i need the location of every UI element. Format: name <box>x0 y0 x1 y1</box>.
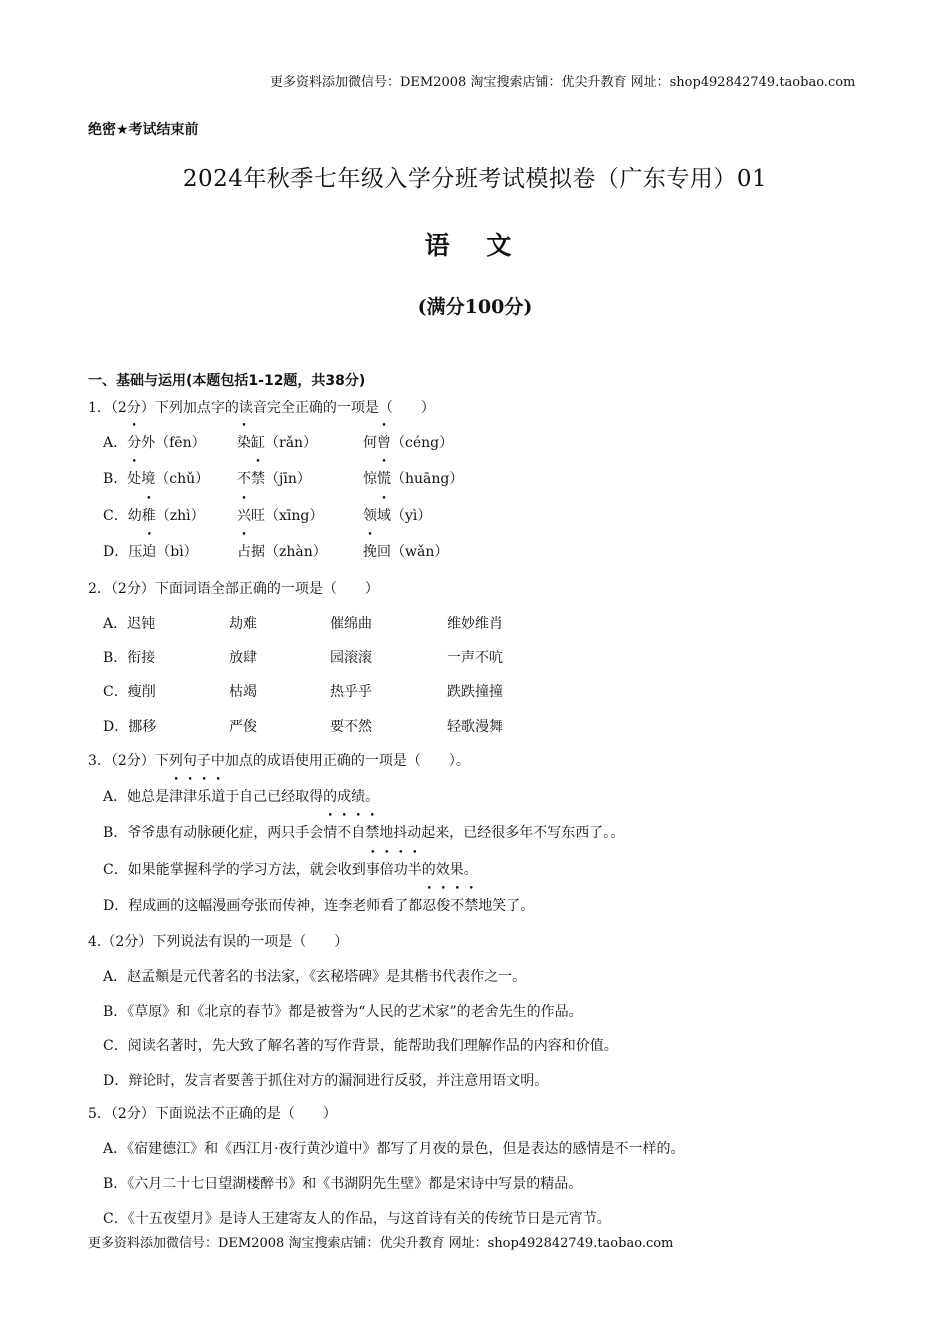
q2-option-b-word-3: 园滚滚 <box>330 650 372 666</box>
dotted-char: 禁 <box>251 471 265 487</box>
dotted-char: 情 <box>323 825 338 841</box>
q1-option-c-item-2 <box>237 505 323 525</box>
dotted-char: 道 <box>211 789 226 805</box>
q5-option-c: C．《十五夜望月》是诗人王建寄友人的作品，与这首诗有关的传统节日是元宵节。 <box>103 1211 611 1227</box>
option-text: 幼 <box>127 508 142 524</box>
footer-promo-text: 更多资料添加微信号：DEM2008 淘宝搜索店铺：优尖升教育 网址：shop492842749.taobao.com <box>88 1236 674 1251</box>
option-text: 的效果。 <box>421 862 478 878</box>
dotted-char: 津 <box>169 789 184 805</box>
option-text: （céng） <box>391 435 454 451</box>
dotted-char: 倍 <box>379 862 394 878</box>
dotted-char: 功 <box>393 862 408 878</box>
question-1-stem: 1．（2分）下列加点字的读音完全正确的一项是（ ） <box>88 400 435 416</box>
q3-option-d <box>103 895 534 915</box>
option-text: 何 <box>363 435 377 451</box>
q2-option-b-word-1: B．衔接 <box>103 650 156 666</box>
option-text: C．如果能掌握科学的学习方法，就会收到 <box>103 862 366 878</box>
question-5-stem: 5．（2分）下面说法不正确的是（ ） <box>88 1106 337 1122</box>
dotted-char: 处 <box>127 471 142 487</box>
q5-option-b: B．《六月二十七日望湖楼醉书》和《书湖阴先生壁》都是宋诗中写景的精品。 <box>103 1176 583 1192</box>
q2-option-c-word-4: 跌跌撞撞 <box>447 684 503 700</box>
q5-option-a: A．《宿建德江》和《西江月·夜行黄沙道中》都写了月夜的景色，但是表达的感情是不一样的。 <box>103 1141 685 1157</box>
section-heading: 一、基础与运用(本题包括1-12题，共38分) <box>88 373 366 389</box>
q1-option-b-item-2 <box>237 468 311 488</box>
q1-option-b <box>103 468 209 488</box>
confidential-label: 绝密★考试结束前 <box>88 122 199 138</box>
dotted-idiom <box>422 898 478 914</box>
dotted-char: 禁 <box>365 825 380 841</box>
q2-option-d-word-2: 严俊 <box>229 719 257 735</box>
dotted-char: 半 <box>407 862 422 878</box>
dotted-char: 禁 <box>464 898 479 914</box>
header-promo-text: 更多资料添加微信号：DEM2008 淘宝搜索店铺：优尖升教育 网址：shop492842749.taobao.com <box>270 75 856 90</box>
option-text: 外（fēn） <box>141 435 206 451</box>
dotted-char: 自 <box>351 825 366 841</box>
q1-option-d-item-2 <box>237 541 327 561</box>
option-text: 惊 <box>363 471 377 487</box>
question-4-stem: 4.（2分）下列说法有误的一项是（ ） <box>88 934 349 950</box>
q4-option-d: D．辩论时，发言者要善于抓住对方的漏洞进行反驳，并注意用语文明。 <box>103 1073 549 1089</box>
dotted-char: 兴 <box>237 508 251 524</box>
dotted-char: 不 <box>337 825 352 841</box>
q3-option-a <box>103 786 379 806</box>
option-text: B．爷爷患有动脉硬化症，两只手会 <box>103 825 324 841</box>
dotted-idiom <box>366 862 422 878</box>
dotted-char: 域 <box>377 508 391 524</box>
option-text: （jīn） <box>265 471 311 487</box>
dotted-char: 稚 <box>141 508 156 524</box>
option-text: （huāng） <box>391 471 464 487</box>
dotted-char: 乐 <box>197 789 212 805</box>
q2-option-a-word-3: 催绵曲 <box>330 616 372 632</box>
option-text: 据（zhàn） <box>251 544 327 560</box>
q2-option-b-word-2: 放肆 <box>229 650 257 666</box>
option-text: 地抖动起来，已经很多年不写东西了。。 <box>379 825 625 841</box>
q3-option-c <box>103 859 478 879</box>
option-text: 压 <box>128 544 143 560</box>
option-text: 回（wǎn） <box>377 544 449 560</box>
option-label: A． <box>103 435 128 451</box>
q1-option-a-item-2 <box>237 432 317 452</box>
dotted-char: 染 <box>237 435 251 451</box>
q2-option-d-word-4: 轻歌漫舞 <box>447 719 503 735</box>
q1-option-d <box>103 541 198 561</box>
option-text: A．她总是 <box>103 789 170 805</box>
dotted-char: 津 <box>183 789 198 805</box>
q2-option-a-word-2: 劫难 <box>229 616 257 632</box>
q4-option-a: A．赵孟頫是元代著名的书法家，《玄秘塔碑》是其楷书代表作之一。 <box>103 969 527 985</box>
dotted-idiom <box>323 825 379 841</box>
option-text: 缸（rǎn） <box>251 435 318 451</box>
option-text: 地笑了。 <box>478 898 535 914</box>
dotted-char: 曾 <box>377 435 391 451</box>
q2-option-c-word-2: 枯竭 <box>229 684 257 700</box>
option-text: （zhì） <box>155 508 205 524</box>
question-2-stem: 2．（2分）下面词语全部正确的一项是（ ） <box>88 581 379 597</box>
option-text: 不 <box>237 471 251 487</box>
q1-option-b-item-3 <box>363 468 463 488</box>
dotted-char: 分 <box>127 435 142 451</box>
q4-option-b: B．《草原》和《北京的春节》都是被誉为“人民的艺术家”的老舍先生的作品。 <box>103 1004 583 1020</box>
full-score-note: (满分100分) <box>417 296 533 318</box>
option-text: 旺（xīng） <box>251 508 324 524</box>
q1-option-d-item-3 <box>363 541 448 561</box>
dotted-char: 占 <box>237 544 251 560</box>
dotted-char: 忍 <box>422 898 437 914</box>
dotted-char: 俊 <box>436 898 451 914</box>
q2-option-d-word-3: 要不然 <box>330 719 372 735</box>
dotted-idiom <box>169 789 225 805</box>
dotted-char: 挽 <box>363 544 377 560</box>
option-text: （bì） <box>156 544 198 560</box>
q2-option-c-word-3: 热乎乎 <box>330 684 372 700</box>
option-text: 领 <box>363 508 377 524</box>
option-text: 境（chǔ） <box>141 471 210 487</box>
dotted-char: 事 <box>365 862 380 878</box>
option-label: B． <box>103 471 128 487</box>
option-text: D．程成画的这幅漫画夸张而传神，连李老师看了都 <box>103 898 423 914</box>
subject-title: 语 文 <box>424 231 526 260</box>
q4-option-c: C．阅读名著时，先大致了解名著的写作背景，能帮助我们理解作品的内容和价值。 <box>103 1038 618 1054</box>
exam-title: 2024年秋季七年级入学分班考试模拟卷（广东专用）01 <box>182 166 768 192</box>
dotted-char: 不 <box>450 898 465 914</box>
question-3-stem: 3．（2分）下列句子中加点的成语使用正确的一项是（ ）。 <box>88 753 470 769</box>
q1-option-c <box>103 505 205 525</box>
option-text: （yì） <box>391 508 432 524</box>
q1-option-c-item-3 <box>363 505 431 525</box>
dotted-char: 慌 <box>377 471 391 487</box>
option-label: D． <box>103 544 129 560</box>
q2-option-a-word-1: A．迟钝 <box>103 616 156 632</box>
q2-option-a-word-4: 维妙维肖 <box>447 616 503 632</box>
q2-option-c-word-1: C．瘦削 <box>103 684 156 700</box>
q3-option-b <box>103 822 624 842</box>
q1-option-a-item-3 <box>363 432 453 452</box>
option-label: C． <box>103 508 128 524</box>
q2-option-d-word-1: D．挪移 <box>103 719 157 735</box>
option-text: 于自己已经取得的成绩。 <box>225 789 380 805</box>
q1-option-a <box>103 432 206 452</box>
q2-option-b-word-4: 一声不吭 <box>447 650 503 666</box>
dotted-char: 迫 <box>142 544 157 560</box>
